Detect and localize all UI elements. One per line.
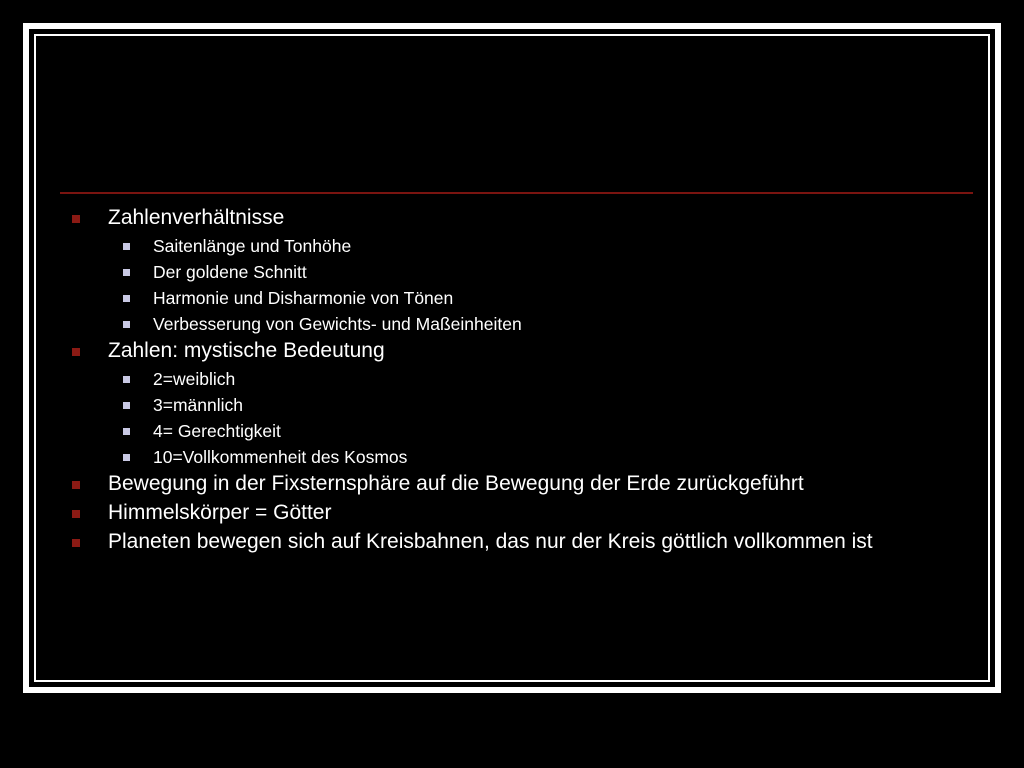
sub-bullet-item bbox=[68, 366, 968, 392]
sub-bullet-text: Harmonie und Disharmonie von Tönen bbox=[153, 288, 454, 308]
square-bullet-icon bbox=[123, 454, 130, 461]
bullet-item-fixsternsphaere bbox=[68, 472, 968, 495]
sub-bullet-text: 4= Gerechtigkeit bbox=[153, 421, 281, 441]
square-bullet-icon bbox=[123, 428, 130, 435]
square-bullet-icon bbox=[123, 321, 130, 328]
sub-bullet-item bbox=[68, 233, 968, 259]
sub-bullet-text: Saitenlänge und Tonhöhe bbox=[153, 236, 352, 256]
bullet-item-himmelskoerper bbox=[68, 501, 968, 524]
bullet-text: Planeten bewegen sich auf Kreisbahnen, das nur der Kreis göttlich vollkommen ist bbox=[108, 530, 873, 553]
bullet-list bbox=[68, 206, 968, 553]
title-divider-line bbox=[60, 192, 973, 194]
square-bullet-icon bbox=[123, 269, 130, 276]
bullet-item-mystische-bedeutung bbox=[68, 339, 968, 362]
sub-bullet-item bbox=[68, 444, 968, 470]
bullet-text: Himmelskörper = Götter bbox=[108, 501, 332, 524]
sub-bullet-list bbox=[68, 366, 968, 470]
square-bullet-icon bbox=[123, 295, 130, 302]
sub-bullet-text: 10=Vollkommenheit des Kosmos bbox=[153, 447, 408, 467]
sub-bullet-item bbox=[68, 259, 968, 285]
sub-bullet-item bbox=[68, 392, 968, 418]
bullet-text: Bewegung in der Fixsternsphäre auf die Bewegung der Erde zurückgeführt bbox=[108, 472, 804, 495]
sub-bullet-text: 3=männlich bbox=[153, 395, 243, 415]
bullet-item-zahlenverhaeltnisse bbox=[68, 206, 968, 229]
square-bullet-icon bbox=[72, 510, 80, 518]
square-bullet-icon bbox=[72, 481, 80, 489]
square-bullet-icon bbox=[123, 243, 130, 250]
square-bullet-icon bbox=[123, 376, 130, 383]
bullet-text: Zahlenverhältnisse bbox=[108, 206, 285, 229]
sub-bullet-list bbox=[68, 233, 968, 337]
square-bullet-icon bbox=[72, 539, 80, 547]
sub-bullet-text: Verbesserung von Gewichts- und Maßeinheiten bbox=[153, 314, 522, 334]
bullet-item-planeten bbox=[68, 530, 968, 553]
square-bullet-icon bbox=[72, 215, 80, 223]
sub-bullet-item bbox=[68, 285, 968, 311]
sub-bullet-item bbox=[68, 418, 968, 444]
sub-bullet-text: 2=weiblich bbox=[153, 369, 236, 389]
sub-bullet-item bbox=[68, 311, 968, 337]
square-bullet-icon bbox=[72, 348, 80, 356]
square-bullet-icon bbox=[123, 402, 130, 409]
bullet-text: Zahlen: mystische Bedeutung bbox=[108, 339, 385, 362]
sub-bullet-text: Der goldene Schnitt bbox=[153, 262, 307, 282]
